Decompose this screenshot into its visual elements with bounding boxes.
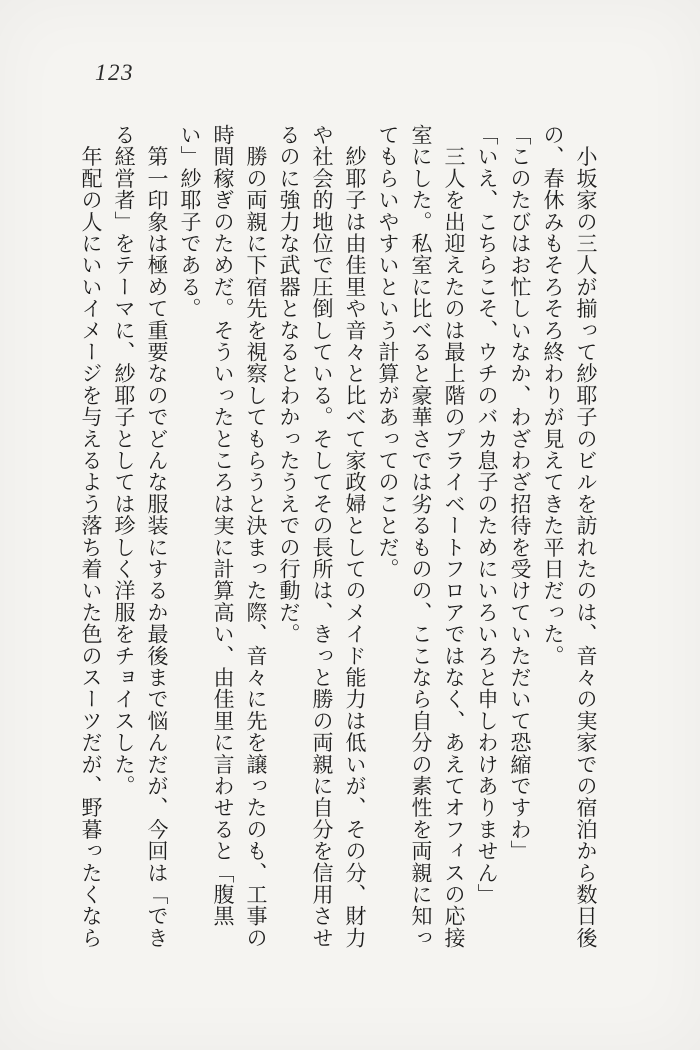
text-column: てもらいやすいという計算があってのことだ。 (376, 124, 400, 580)
text-column: 第一印象は極めて重要なのでどんな服装にするか最後まで悩んだが、今回は「でき (145, 124, 169, 949)
text-column: 室にした。私室に比べると豪華さでは劣るものの、ここなら自分の素性を両親に知っ (409, 124, 433, 949)
text-column: 勝の両親に下宿先を視察してもらうと決まった際、音々に先を譲ったのも、工事の (244, 124, 268, 949)
text-column: 「このたびはお忙しいなか、わざわざ招待を受けていただいて恐縮ですわ」 (508, 124, 532, 862)
text-column: る経営者」をテーマに、紗耶子としては珍しく洋服をチョイスした。 (112, 124, 136, 797)
text-column: 年配の人にいいイメージを与えるよう落ち着いた色のスーツだが、野暮ったくなら (79, 124, 103, 949)
text-column: 小坂家の三人が揃って紗耶子のビルを訪れたのは、音々の実家での宿泊から数日後 (574, 124, 598, 949)
text-column: 紗耶子は由佳里や音々と比べて家政婦としてのメイド能力は低いが、その分、財力 (343, 124, 367, 949)
text-column: 時間稼ぎのためだ。そういったところは実に計算高い、由佳里に言わせると「腹黒 (211, 124, 235, 927)
text-column: や社会的地位で圧倒している。そしてその長所は、きっと勝の両親に自分を信用させ (310, 124, 334, 949)
text-column: の、春休みもそろそろ終わりが見えてきた平日だった。 (541, 124, 565, 667)
text-column: い」紗耶子である。 (178, 124, 202, 320)
page-number: 123 (95, 60, 134, 85)
text-column: 「いえ、こちらこそ、ウチのバカ息子のためにいろいろと申しわけありません」 (475, 124, 499, 906)
text-column: るのに強力な武器となるとわかったうえでの行動だ。 (277, 124, 301, 645)
text-column: 三人を出迎えたのは最上階のプライベートフロアではなく、あえてオフィスの応接 (442, 124, 466, 949)
novel-text-block (74, 124, 602, 956)
